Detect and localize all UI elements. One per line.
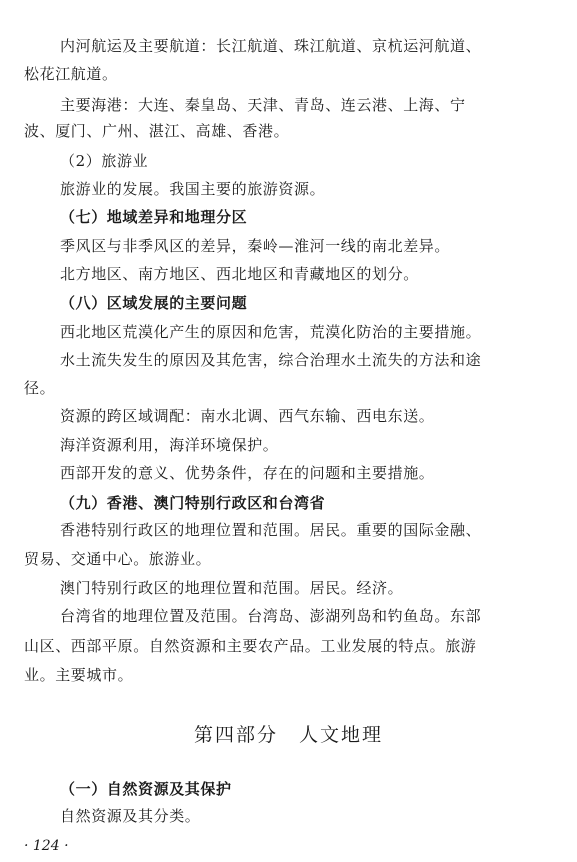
part-title: 第四部分 人文地理: [193, 724, 383, 746]
text-line: 旅游业的发展。我国主要的旅游资源。: [60, 180, 326, 198]
text-line: 山区、西部平原。自然资源和主要农产品。工业发展的特点。旅游: [24, 637, 477, 655]
text-line: （2）旅游业: [60, 152, 149, 170]
text-line: 海洋资源利用，海洋环境保护。: [60, 436, 279, 454]
text-line: 波、厦门、广州、湛江、高雄、香港。: [24, 122, 290, 140]
section-heading: （九）香港、澳门特别行政区和台湾省: [60, 494, 326, 512]
text-line: 台湾省的地理位置及范围。台湾岛、澎湖列岛和钓鱼岛。东部: [60, 607, 482, 625]
text-line: 业。主要城市。: [24, 666, 134, 684]
text-line: 资源的跨区域调配：南水北调、西气东输、西电东送。: [60, 407, 435, 425]
section-heading: （一）自然资源及其保护: [60, 780, 232, 798]
text-line: 西北地区荒漠化产生的原因和危害，荒漠化防治的主要措施。: [60, 323, 482, 341]
text-line: 西部开发的意义、优势条件，存在的问题和主要措施。: [60, 464, 435, 482]
text-line: 主要海港：大连、秦皇岛、天津、青岛、连云港、上海、宁: [60, 96, 466, 114]
text-line: 自然资源及其分类。: [60, 807, 201, 825]
text-line: 内河航运及主要航道：长江航道、珠江航道、京杭运河航道、: [60, 37, 482, 55]
text-line: 季风区与非季风区的差异，秦岭—淮河一线的南北差异。: [60, 237, 451, 255]
section-heading: （八）区域发展的主要问题: [60, 294, 248, 312]
text-line: 香港特别行政区的地理位置和范围。居民。重要的国际金融、: [60, 521, 482, 539]
text-line: 水土流失发生的原因及其危害，综合治理水土流失的方法和途: [60, 351, 482, 369]
text-line: 北方地区、南方地区、西北地区和青藏地区的划分。: [60, 265, 419, 283]
section-heading: （七）地域差异和地理分区: [60, 208, 248, 226]
text-line: 松花江航道。: [24, 65, 118, 83]
page-number: · 124 ·: [24, 838, 69, 854]
text-line: 径。: [24, 379, 56, 397]
text-line: 澳门特别行政区的地理位置和范围。居民。经济。: [60, 579, 404, 597]
text-line: 贸易、交通中心。旅游业。: [24, 550, 212, 568]
